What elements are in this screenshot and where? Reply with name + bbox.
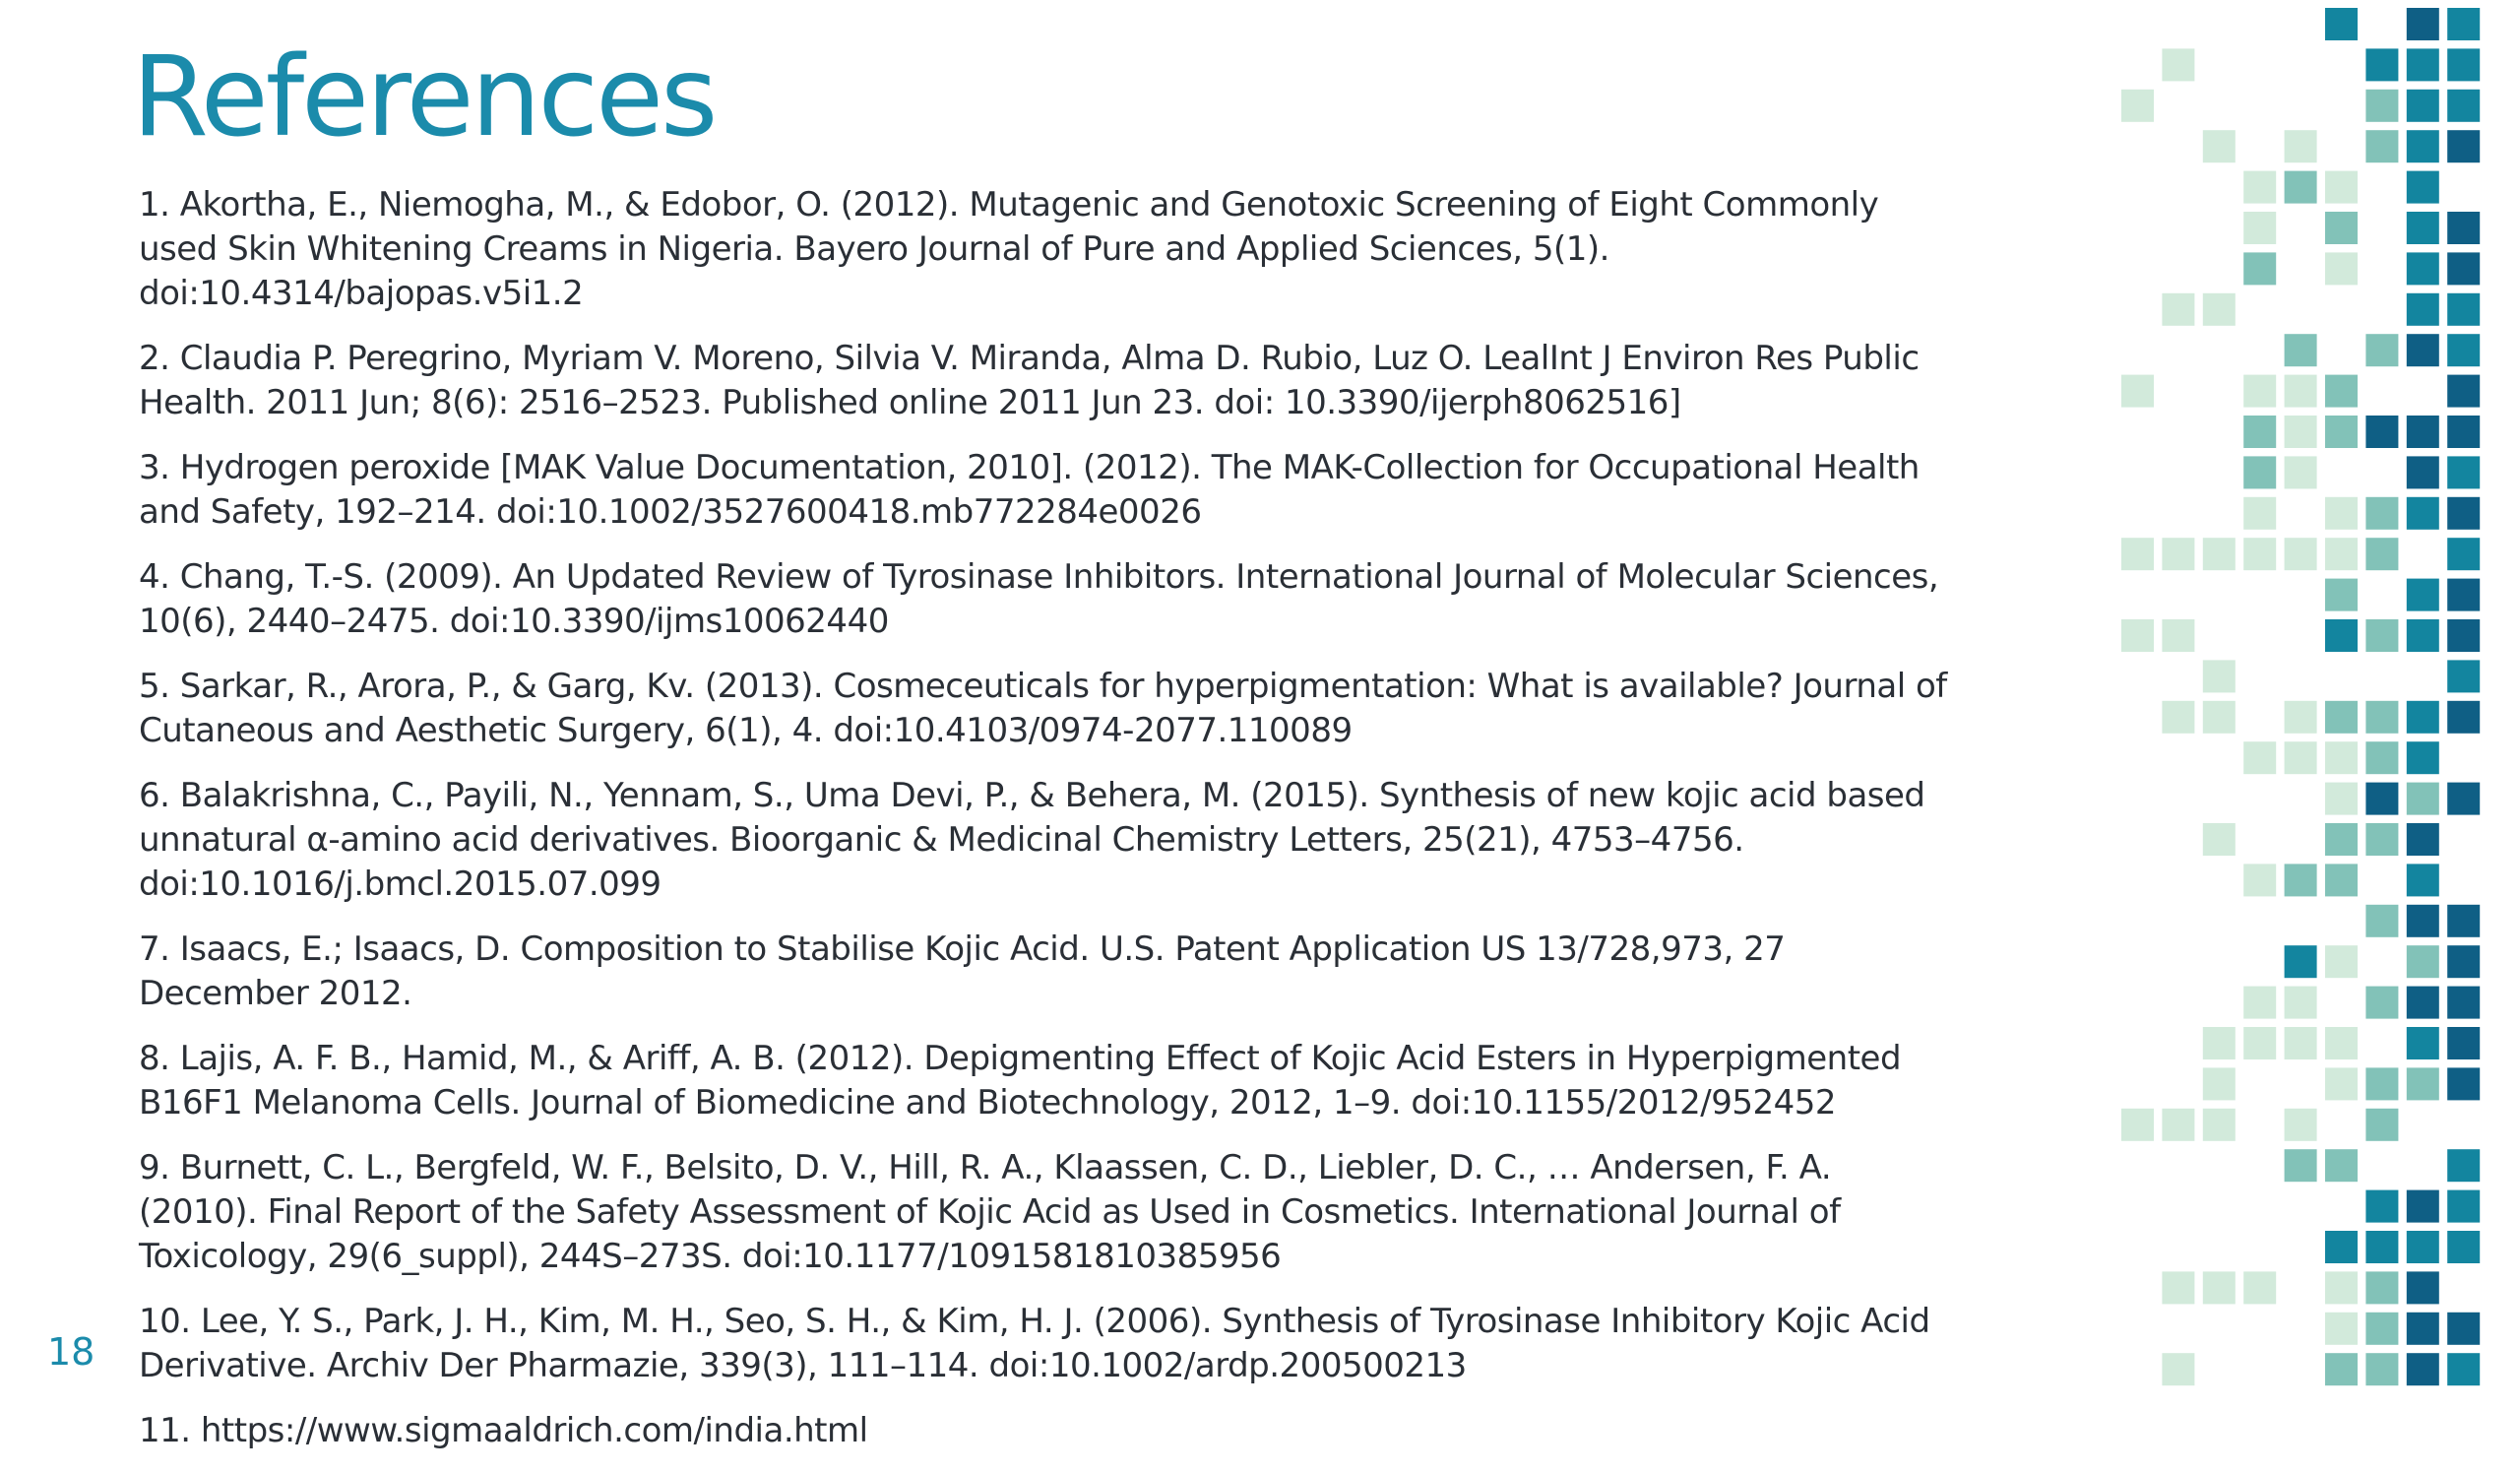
mosaic-square (2243, 252, 2276, 285)
reference-item: 6. Balakrishna, C., Payili, N., Yennam, S., Uma Devi, P., & Behera, M. (2015). Synthesis of new kojic acid based unnatural α-amino acid derivatives. Bioorganic & Medicinal Chemistry Letters, 25(21), 4753–4756. doi:10.1016/j.bmcl.2015.07.099 (139, 776, 1925, 904)
mosaic-square (2162, 1109, 2194, 1141)
mosaic-square (2407, 130, 2439, 162)
mosaic-square (2447, 905, 2480, 937)
mosaic-square (2325, 252, 2358, 285)
mosaic-square (2407, 1190, 2439, 1223)
mosaic-square (2365, 1067, 2398, 1100)
mosaic-square (2285, 701, 2317, 734)
mosaic-square (2285, 334, 2317, 366)
mosaic-square (2447, 90, 2480, 122)
mosaic-square (2325, 1313, 2358, 1345)
mosaic-square (2447, 293, 2480, 326)
mosaic-square (2407, 701, 2439, 734)
mosaic-square (2325, 579, 2358, 611)
mosaic-square (2407, 456, 2439, 488)
mosaic-square (2325, 375, 2358, 408)
mosaic-square (2285, 456, 2317, 488)
mosaic-square (2203, 1067, 2236, 1100)
mosaic-square (2365, 416, 2398, 448)
mosaic-square (2203, 1271, 2236, 1304)
reference-item: 3. Hydrogen peroxide [MAK Value Documentation, 2010]. (2012). The MAK-Collection for Occupational Health and Safety, 192–214. doi:10.1002/3527600418.mb772284e0026 (139, 448, 1920, 532)
mosaic-square (2447, 252, 2480, 285)
mosaic-square (2447, 48, 2480, 81)
mosaic-square (2447, 456, 2480, 488)
mosaic-square (2365, 987, 2398, 1019)
mosaic-square (2365, 823, 2398, 856)
mosaic-square (2447, 334, 2480, 366)
mosaic-square (2325, 1231, 2358, 1263)
mosaic-square (2243, 375, 2276, 408)
reference-list (139, 183, 1950, 1474)
mosaic-square (2407, 945, 2439, 978)
mosaic-square (2243, 538, 2276, 570)
mosaic-square (2325, 497, 2358, 530)
mosaic-square (2285, 741, 2317, 774)
mosaic-square (2285, 1149, 2317, 1182)
mosaic-square (2325, 171, 2358, 204)
mosaic-square (2407, 987, 2439, 1019)
mosaic-square (2407, 416, 2439, 448)
mosaic-square (2447, 8, 2480, 40)
mosaic-square (2243, 212, 2276, 244)
mosaic-square (2121, 619, 2154, 652)
mosaic-square (2243, 1027, 2276, 1059)
mosaic-square (2407, 1353, 2439, 1385)
mosaic-square (2365, 1109, 2398, 1141)
slide-title: References (132, 33, 716, 161)
reference-item: 1. Akortha, E., Niemogha, M., & Edobor, O. (2012). Mutagenic and Genotoxic Screening of Eight Commonly used Skin Whitening Creams in Nigeria. Bayero Journal of Pure and Applied Sciences, 5(1). doi:10.4314/bajopas.v5i1.2 (139, 185, 1879, 313)
mosaic-square (2447, 987, 2480, 1019)
mosaic-square (2365, 619, 2398, 652)
mosaic-square (2365, 1353, 2398, 1385)
mosaic-square (2365, 48, 2398, 81)
mosaic-square (2407, 252, 2439, 285)
mosaic-square (2203, 538, 2236, 570)
mosaic-square (2243, 741, 2276, 774)
mosaic-square (2325, 741, 2358, 774)
mosaic-square (2325, 823, 2358, 856)
mosaic-square (2365, 1271, 2398, 1304)
mosaic-square (2203, 130, 2236, 162)
mosaic-square (2447, 1313, 2480, 1345)
mosaic-square (2447, 701, 2480, 734)
mosaic-square (2447, 375, 2480, 408)
mosaic-square (2325, 1067, 2358, 1100)
mosaic-square (2365, 701, 2398, 734)
mosaic-square (2365, 334, 2398, 366)
mosaic-square (2203, 823, 2236, 856)
mosaic-square (2407, 1231, 2439, 1263)
mosaic-square (2365, 130, 2398, 162)
reference-item: 8. Lajis, A. F. B., Hamid, M., & Ariff, A. B. (2012). Depigmenting Effect of Kojic Acid Esters in Hyperpigmented B16F1 Melanoma Cells. Journal of Biomedicine and Biotechnology, 2012, 1–9. doi:10.1155/2012/952452 (139, 1039, 1902, 1122)
mosaic-square (2121, 1109, 2154, 1141)
mosaic-square (2243, 987, 2276, 1019)
reference-item: 5. Sarkar, R., Arora, P., & Garg, Kv. (2013). Cosmeceuticals for hyperpigmentation: What is available? Journal of Cutaneous and Aesthetic Surgery, 6(1), 4. doi:10.4103/0974-2077.110089 (139, 667, 1947, 750)
mosaic-square (2203, 1109, 2236, 1141)
mosaic-square (2407, 864, 2439, 896)
mosaic-square (2365, 1313, 2398, 1345)
mosaic-square (2407, 293, 2439, 326)
mosaic-square (2407, 334, 2439, 366)
mosaic-square (2285, 864, 2317, 896)
mosaic-square (2407, 1027, 2439, 1059)
mosaic-square (2447, 1353, 2480, 1385)
mosaic-square (2325, 538, 2358, 570)
mosaic-square (2243, 171, 2276, 204)
mosaic-square (2365, 1231, 2398, 1263)
mosaic-square (2447, 497, 2480, 530)
mosaic-square (2447, 1149, 2480, 1182)
mosaic-square (2447, 1190, 2480, 1223)
mosaic-square (2162, 1353, 2194, 1385)
mosaic-square (2325, 1271, 2358, 1304)
mosaic-square (2325, 783, 2358, 815)
page-number: 18 (47, 1330, 95, 1374)
mosaic-square (2243, 497, 2276, 530)
reference-item: 9. Burnett, C. L., Bergfeld, W. F., Belsito, D. V., Hill, R. A., Klaassen, C. D., Liebler, D. C., … Andersen, F. A. (2010). Final Report of the Safety Assessment of Kojic Acid as Used in Cosmetics. International Journal of Toxicology, 29(6_suppl), 244S–273S. doi:10.1177/1091581810385956 (139, 1148, 1841, 1276)
mosaic-square (2407, 1067, 2439, 1100)
mosaic-square (2407, 741, 2439, 774)
mosaic-square (2407, 783, 2439, 815)
mosaic-square (2162, 701, 2194, 734)
mosaic-square (2162, 293, 2194, 326)
mosaic-square (2407, 823, 2439, 856)
reference-item: 4. Chang, T.-S. (2009). An Updated Review of Tyrosinase Inhibitors. International Journal of Molecular Sciences, 10(6), 2440–2475. doi:10.3390/ijms10062440 (139, 557, 1939, 641)
mosaic-square (2365, 783, 2398, 815)
mosaic-square (2447, 619, 2480, 652)
reference-item: 7. Isaacs, E.; Isaacs, D. Composition to Stabilise Kojic Acid. U.S. Patent Application US 13/728,973, 27 December 2012. (139, 929, 1786, 1013)
mosaic-square (2243, 416, 2276, 448)
mosaic-square (2162, 619, 2194, 652)
mosaic-square (2285, 130, 2317, 162)
mosaic-square (2365, 741, 2398, 774)
mosaic-square (2447, 1067, 2480, 1100)
mosaic-square (2203, 660, 2236, 692)
mosaic-square (2447, 538, 2480, 570)
mosaic-square (2447, 579, 2480, 611)
mosaic-square (2447, 783, 2480, 815)
mosaic-square (2325, 416, 2358, 448)
mosaic-square (2121, 538, 2154, 570)
mosaic-square (2447, 945, 2480, 978)
mosaic-square (2407, 8, 2439, 40)
mosaic-square (2325, 701, 2358, 734)
mosaic-square (2285, 1027, 2317, 1059)
mosaic-square (2407, 1313, 2439, 1345)
mosaic-square (2447, 416, 2480, 448)
mosaic-square (2162, 538, 2194, 570)
mosaic-square (2447, 660, 2480, 692)
reference-item: 10. Lee, Y. S., Park, J. H., Kim, M. H., Seo, S. H., & Kim, H. J. (2006). Synthesis of Tyrosinase Inhibitory Kojic Acid Derivative. Archiv Der Pharmazie, 339(3), 111–114. doi:10.1002/ardp.200500213 (139, 1302, 1930, 1385)
mosaic-square (2407, 212, 2439, 244)
mosaic-square (2285, 538, 2317, 570)
mosaic-square (2365, 497, 2398, 530)
mosaic-square (2285, 171, 2317, 204)
mosaic-square (2203, 1027, 2236, 1059)
mosaic-square (2121, 375, 2154, 408)
mosaic-square (2447, 212, 2480, 244)
mosaic-square (2121, 90, 2154, 122)
mosaic-square (2203, 701, 2236, 734)
mosaic-square (2365, 538, 2398, 570)
mosaic-square (2365, 905, 2398, 937)
mosaic-square (2447, 1027, 2480, 1059)
mosaic-square (2407, 90, 2439, 122)
mosaic-square (2285, 945, 2317, 978)
mosaic-square (2407, 619, 2439, 652)
mosaic-square (2407, 497, 2439, 530)
mosaic-square (2162, 1271, 2194, 1304)
mosaic-square (2285, 1109, 2317, 1141)
mosaic-square (2243, 864, 2276, 896)
mosaic-square (2407, 48, 2439, 81)
mosaic-square (2285, 987, 2317, 1019)
mosaic-square (2325, 619, 2358, 652)
mosaic-square (2407, 171, 2439, 204)
reference-item: 2. Claudia P. Peregrino, Myriam V. Moreno, Silvia V. Miranda, Alma D. Rubio, Luz O. LealInt J Environ Res Public Health. 2011 Jun; 8(6): 2516–2523. Published online 2011 Jun 23. doi: 10.3390/ijerph8062516] (139, 339, 1920, 422)
mosaic-square (2285, 375, 2317, 408)
mosaic-square (2325, 945, 2358, 978)
mosaic-square (2243, 456, 2276, 488)
mosaic-square (2447, 1231, 2480, 1263)
mosaic-square (2365, 1190, 2398, 1223)
reference-item: 11. https://www.sigmaaldrich.com/india.html (139, 1411, 868, 1450)
mosaic-square (2447, 130, 2480, 162)
mosaic-square (2325, 212, 2358, 244)
mosaic-square (2285, 416, 2317, 448)
mosaic-square (2407, 579, 2439, 611)
mosaic-square (2325, 864, 2358, 896)
mosaic-square (2325, 1027, 2358, 1059)
mosaic-square (2325, 1353, 2358, 1385)
mosaic-square (2162, 48, 2194, 81)
mosaic-square (2203, 293, 2236, 326)
mosaic-square (2407, 1271, 2439, 1304)
mosaic-square (2407, 905, 2439, 937)
mosaic-square (2325, 1149, 2358, 1182)
mosaic-square (2365, 90, 2398, 122)
mosaic-square (2243, 1271, 2276, 1304)
mosaic-square (2325, 8, 2358, 40)
